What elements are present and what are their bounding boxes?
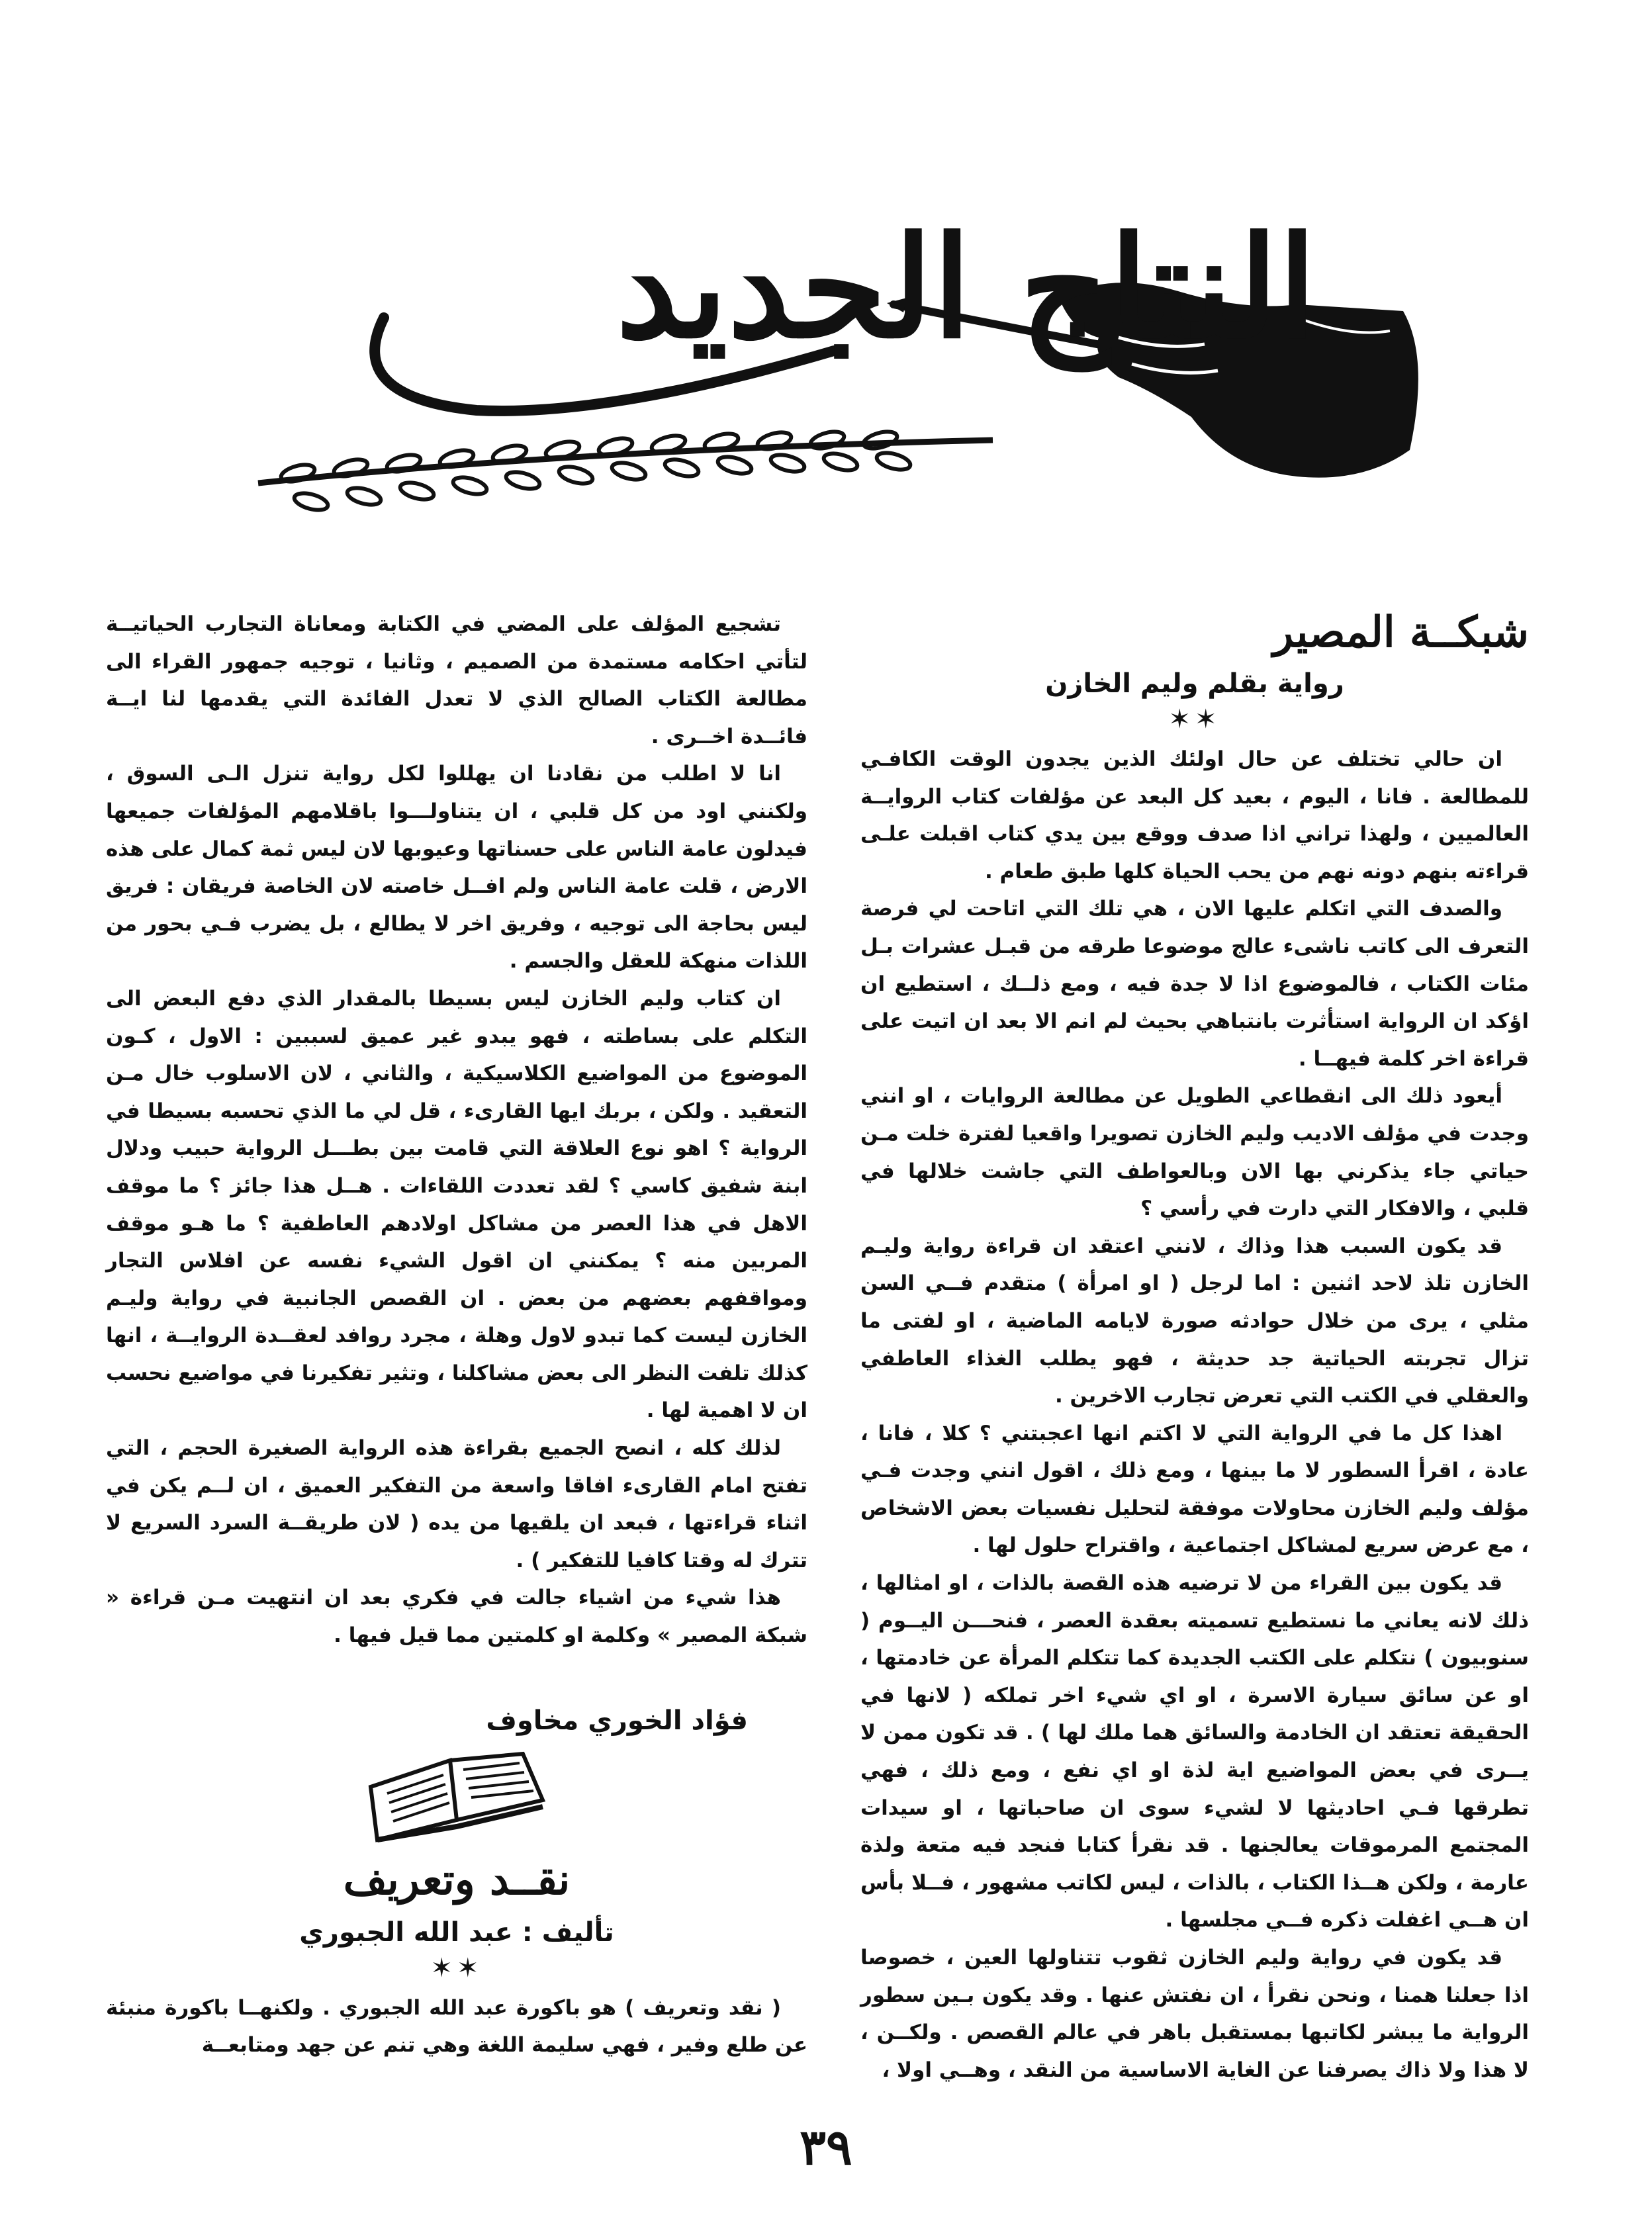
article-paragraph: ان حالي تختلف عن حال اولئك الذين يجدون الوقت الكافـي للمطالعة . فانا ، اليوم ، بعيد كل البعد عن مؤلفات كتاب الروايــة العالميين ، ولهذا تراني اذا صدف ووقع بين يدي كتاب اقبلت علـى قراءته بنهم دونه نهم من يحب الحياة كلها طبق طعام . <box>860 747 1529 884</box>
article-title: شبكــة المصير <box>1273 608 1529 657</box>
section-byline: تأليف : عبد الله الجبوري <box>299 1917 614 1948</box>
author-signature: فؤاد الخوري مخاوف <box>486 1705 748 1736</box>
article-paragraph: تشجيع المؤلف على المضي في الكتابة ومعاناة التجارب الحياتيــة لتأتي احكامه مستمدة من الصميم ، وثانيا ، توجيه جمهور القراء الى مطالعة الكتاب الصالح الذي لا تعدل الفائدة التي يقدمها لنا ايــة فائــدة اخــرى . <box>106 612 807 749</box>
article-paragraph: قد يكون بين القراء من لا ترضيه هذه القصة بالذات ، او امثالها ، ذلك لانه يعاني ما نستطيع تسميته بعقدة العصر ، فنحـــن اليــوم ( سنوبيون ) نتكلم على الكتب الجديدة كما تتكلم المرأة عن خادمتها ، او عن سائق سيارة الاسرة ، او اي شيء اخر تملكه ( لانها في الحقيقة تعتقد ان الخادمة والسائق هما ملك لها ) . قد تكون ممن لا يــرى في بعض المواضيع اية لذة او اي نفع ، ومع ذلك ، فهي تطرقها فـي احاديثها لا لشيء سوى ان صاحباتها ، او سيدات المجتمع المرموقات يعالجنها . قد نقرأ كتابا فنجد فيه متعة ولذة عارمة ، ولكن هــذا الكتاب ، بالذات ، ليس لكاتب مشهور ، فــلا بأس ان هــي اغفلت ذكره فــي مجلسها . <box>860 1571 1529 1932</box>
masthead-title: النتاج الجديد <box>616 206 1317 369</box>
page-number: ٣٩ <box>800 2119 852 2176</box>
section-stars: ✶✶ <box>430 1952 483 1983</box>
article-paragraph: هذا شيء من اشياء جالت في فكري بعد ان انتهيت مـن قراءة « شبكة المصير » وكلمة او كلمتين مما قيل فيها . <box>106 1586 807 1648</box>
article-paragraph: اهذا كل ما في الرواية التي لا اكتم انها اعجبتني ؟ كلا ، فانا ، عادة ، اقرأ السطور لا ما بينها ، ومع ذلك ، اقول انني وجدت فـي مؤلف وليم الخازن محاولات موفقة لتحليل نفسيات بعض الاشخاص ، مع عرض سريع لمشاكل اجتماعية ، واقتراح حلول لها . <box>860 1421 1529 1558</box>
masthead-illustration <box>238 139 1483 576</box>
article-paragraph: أيعود ذلك الى انقطاعي الطويل عن مطالعة الروايات ، او انني وجدت في مؤلف الاديب وليم الخازن تصويرا واقعيا لفترة خلت مـن حياتي جاء يذكرني بها الان وبالعواطف التي جاشت خلالها في قلبي ، والافكار التي دارت في رأسي ؟ <box>860 1084 1529 1221</box>
article-paragraph: قد يكون في رواية وليم الخازن ثقوب تتناولها العين ، خصوصا اذا جعلنا همنا ، ونحن نقرأ ، ان نفتش عنها . وقد يكون بـين سطور الرواية ما يبشر لكاتبها بمستقبل باهر في عالم القصص . ولكــن ، لا هذا ولا ذاك يصرفنا عن الغاية الاساسية من النقد ، وهــي اولا ، <box>860 1946 1529 2082</box>
article-paragraph: انا لا اطلب من نقادنا ان يهللوا لكل رواية تنزل الـى السوق ، ولكنني اود من كل قلبي ، ان يتناولـــوا باقلامهم المؤلفات جميعها فيدلون عامة الناس على حسناتها وعيوبها لان ليس ثمة كمال على هذه الارض ، قلت عامة الناس ولم افــل خاصته لان الخاصة فريقان : فريق ليس بحاجة الى توجيه ، وفريق اخر لا يطالع ، بل يضرب فـي بحور من اللذات منهكة للعقل والجسم . <box>106 762 807 974</box>
article-paragraph: ( نقد وتعريف ) هو باكورة عبد الله الجبوري . ولكنهــا باكورة منبئة عن طلع وفير ، فهي سليمة اللغة وهي تنم عن جهد ومتابعــة <box>106 1995 807 2058</box>
article-paragraph: والصدف التي اتكلم عليها الان ، هي تلك التي اتاحت لي فرصة التعرف الى كاتب ناشىء عالج موضوعا طرقه من قبـل عشرات بـل مئات الكتاب ، فالموضوع اذا لا جدة فيه ، ومع ذلــك ، استطيع ان اؤكد ان الرواية استأثرت بانتباهي بحيث لم انم الا بعد ان اتيت على قراءة اخر كلمة فيهــا . <box>860 897 1529 1071</box>
article-paragraph: لذلك كله ، انصح الجميع بقراءة هذه الرواية الصغيرة الحجم ، التي تفتح امام القارىء افاقا واسعة من التفكير العميق ، ان لــم يكن في اثناء قراءتها ، فبعد ان يلقيها من يده ( لان طريقــة السرد السريع لا تترك له وقتا كافيا للتفكير ) . <box>106 1436 807 1572</box>
article-paragraph: قد يكون السبب هذا وذاك ، لانني اعتقد ان قراءة رواية وليـم الخازن تلذ لاحد اثنين : اما لرجل ( او امرأة ) متقدم فــي السن مثلي ، يرى من خلال حوادثه صورة لايامه الماضية ، او لفتى ما تزال تجربته الحياتية جد حديثة ، فهو يطلب الغذاء العاطفي والعقلي في الكتب التي تعرض تجارب الاخرين . <box>860 1234 1529 1408</box>
article-byline: رواية بقلم وليم الخازن <box>1045 668 1344 699</box>
article-paragraph: ان كتاب وليم الخازن ليس بسيطا بالمقدار الذي دفع البعض الى التكلم على بساطته ، فهو يبدو غير عميق لسببين : الاول ، كـون الموضوع من المواضيع الكلاسيكية ، والثاني ، لان الاسلوب خال مـن التعقيد . ولكن ، بربك ايها القارىء ، قل لي ما الذي تحسبه بسيطا في الرواية ؟ اهو نوع العلاقة التي قامت بين بطـــل الرواية حبيب ودلال ابنة شفيق كاسي ؟ لقد تعددت اللقاءات . هــل هذا جائز ؟ ما موقف الاهل في هذا العصر من مشاكل اولادهم العاطفية ؟ ما هـو موقف المربين منه ؟ يمكنني ان اقول الشيء نفسه عن افلاس التجار ومواقفهم بعضهم من بعض . ان القصص الجانبية في رواية وليـم الخازن ليست كما تبدو لاول وهلة ، مجرد روافد لعقــدة الروايــة ، انها كذلك تلفت النظر الى بعض مشاكلنا ، وتثير تفكيرنا في مواضيع نحسب ان لا اهمية لها . <box>106 986 807 1423</box>
article-column-right <box>860 606 1529 2089</box>
article-column-left <box>106 606 807 2064</box>
section-title: نقــد وتعريف <box>343 1854 571 1905</box>
section-stars: ✶✶ <box>1168 704 1221 735</box>
open-book-icon <box>357 1747 556 1846</box>
